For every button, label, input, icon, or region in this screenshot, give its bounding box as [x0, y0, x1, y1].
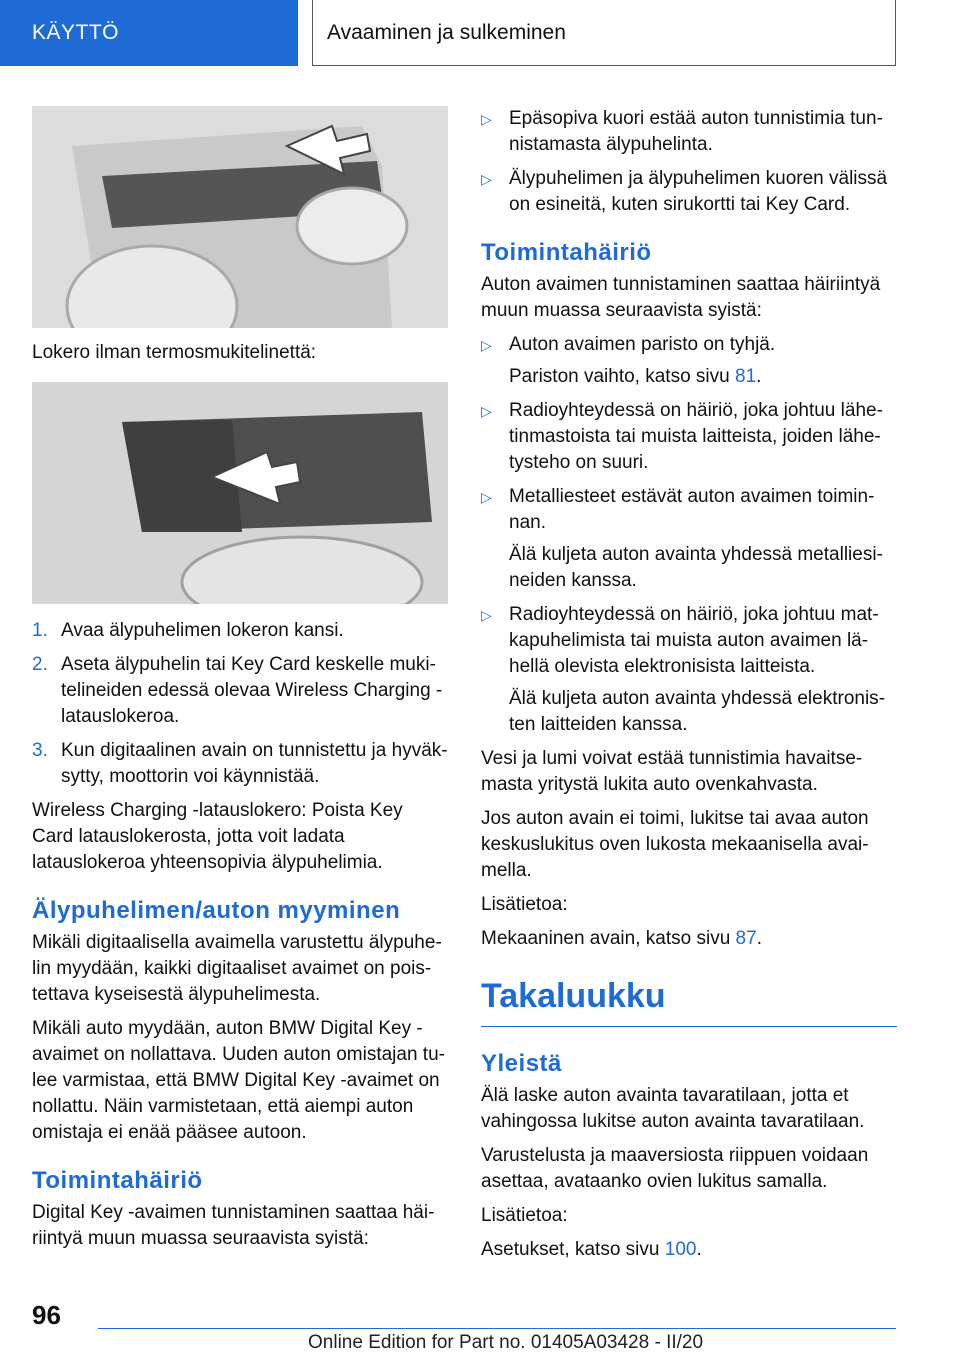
- step-number: 3.: [32, 740, 48, 761]
- step-number: 2.: [32, 654, 48, 675]
- page-link[interactable]: 87: [735, 928, 757, 949]
- right-column: [481, 106, 897, 1271]
- photo-caption: Lokero ilman termosmukitelinettä:: [32, 342, 317, 363]
- paragraph: Lisätietoa:: [481, 894, 568, 915]
- paragraph: Asetukset, katso sivu 100.: [481, 1239, 702, 1260]
- list-item: ▷ Älypuhelimen ja älypuhelimen kuoren välissä on esineitä, kuten sirukortti tai Key Card.: [481, 168, 888, 215]
- list-item: ▷ Radioyhteydessä on häiriö, joka johtuu matkapuhelimista tai muista auton avaimen lähellä olevista elektronisista laitteista. Älä kuljeta auton avainta yhdessä elektronisten laitteiden kanssa.: [481, 604, 886, 735]
- heading-phone-car-sale: Älypuhelimen/auton myyminen: [32, 897, 401, 924]
- paragraph: Auton avaimen tunnistaminen saattaa häiriintyä muun muassa seuraavista syistä:: [481, 274, 881, 321]
- section-tab: KÄYTTÖ: [0, 0, 298, 66]
- list-item: ▷ Metalliesteet estävät auton avaimen toiminnan. Älä kuljeta auton avainta yhdessä metalliesineiden kanssa.: [481, 486, 883, 591]
- triangle-bullet-icon: ▷: [481, 489, 492, 505]
- page-link[interactable]: 81: [735, 366, 757, 387]
- step-text: Aseta älypuhelin tai Key Card keskelle mukitelineiden edessä olevaa Wireless Charging -latauslokeroa.: [61, 654, 443, 727]
- step-text: Kun digitaalinen avain on tunnistettu ja hyväksytty, moottorin voi käynnistää.: [61, 740, 448, 787]
- footer-edition: Online Edition for Part no. 01405A03428 - II/20: [308, 1332, 704, 1353]
- page-title: Avaaminen ja sulkeminen: [312, 0, 896, 66]
- heading-tailgate: Takaluukku: [481, 974, 897, 1027]
- page-number: 96: [32, 1300, 61, 1330]
- list-item: [32, 618, 448, 644]
- list-item: ▷ Epäsopiva kuori estää auton tunnistimia tunnistamasta älypuhelinta.: [481, 108, 883, 155]
- step-text: Avaa älypuhelimen lokeron kansi.: [61, 620, 344, 641]
- triangle-bullet-icon: ▷: [481, 337, 492, 353]
- paragraph: Digital Key -avaimen tunnistaminen saattaa häiriintyä muun muassa seuraavista syistä:: [32, 1202, 435, 1249]
- triangle-bullet-icon: ▷: [481, 111, 492, 127]
- heading-malfunction: Toimintahäiriö: [32, 1167, 203, 1194]
- triangle-bullet-icon: ▷: [481, 171, 492, 187]
- footer-divider: [98, 1328, 896, 1329]
- paragraph: Mikäli auto myydään, auton BMW Digital Key -avaimet on nollattava. Uuden auton omistajan tulee varmistaa, että BMW Digital Key -avaimet on nollattu. Näin varmistetaan, että aiempi auton omistaja ei enää pääsee autoon.: [32, 1018, 445, 1143]
- console-photo-without-cupholder: [32, 382, 448, 604]
- paragraph: Älä laske auton avainta tavaratilaan, jotta et vahingossa lukitse auton avainta tavaratilaan.: [481, 1085, 865, 1132]
- list-item: ▷ Radioyhteydessä on häiriö, joka johtuu lähetinmastoista tai muista laitteista, joiden lähetysteho on suuri.: [481, 400, 883, 473]
- list-item: ▷ Auton avaimen paristo on tyhjä. Pariston vaihto, katso sivu 81.: [481, 334, 776, 387]
- list-item: [32, 652, 448, 730]
- paragraph: Varustelusta ja maaversiosta riippuen voidaan asettaa, avataanko ovien lukitus samalla.: [481, 1145, 869, 1192]
- list-item: [32, 738, 448, 790]
- bullet-list: [481, 332, 897, 738]
- paragraph: Vesi ja lumi voivat estää tunnistimia havaitsemasta yritystä lukita auto ovenkahvasta.: [481, 748, 863, 795]
- paragraph: Lisätietoa:: [481, 1205, 568, 1226]
- bullet-list: [481, 106, 897, 218]
- triangle-bullet-icon: ▷: [481, 607, 492, 623]
- heading-general: Yleistä: [481, 1050, 562, 1077]
- steps-list: [32, 618, 448, 790]
- paragraph: Wireless Charging -latauslokero: Poista Key Card latauslokerosta, jotta voit ladata latauslokeroa yhteensopivia älypuhelimia.: [32, 800, 403, 873]
- console-photo-with-cupholder: [32, 106, 448, 328]
- triangle-bullet-icon: ▷: [481, 403, 492, 419]
- paragraph: Mikäli digitaalisella avaimella varustettu älypuhelin myydään, kaikki digitaaliset avaimet on poistettava kyseisestä älypuhelimesta.: [32, 932, 442, 1005]
- paragraph: Jos auton avain ei toimi, lukitse tai avaa auton keskuslukitus oven lukosta mekaanisella avaimella.: [481, 808, 869, 881]
- left-column: [32, 106, 448, 1260]
- step-number: 1.: [32, 620, 48, 641]
- heading-malfunction: Toimintahäiriö: [481, 239, 652, 266]
- page-link[interactable]: 100: [664, 1239, 697, 1260]
- paragraph: Mekaaninen avain, katso sivu 87.: [481, 928, 762, 949]
